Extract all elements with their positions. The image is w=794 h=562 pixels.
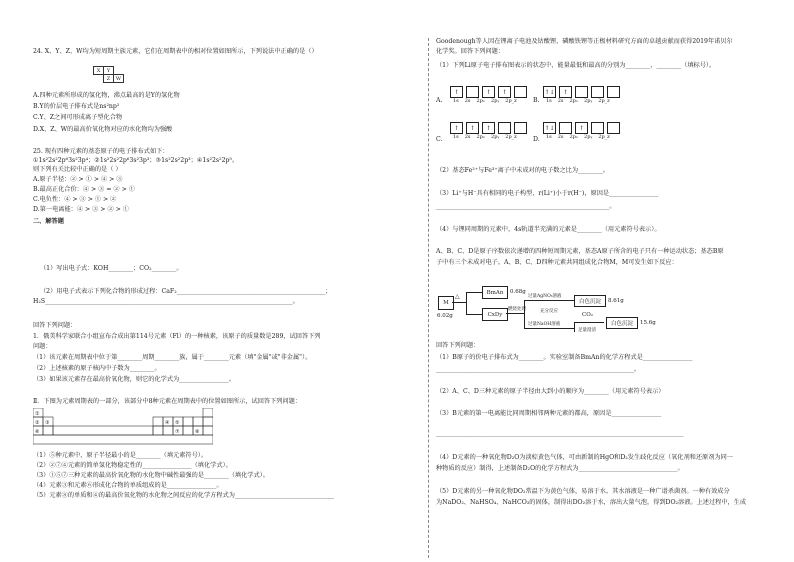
flow-box-bman: BmAn — [482, 286, 508, 299]
flow-r5: 足量澄清 — [578, 328, 596, 333]
q25-option-c: C.电负性：④ > ③ > ① > ② — [33, 196, 117, 203]
flow-r2: 燃烧处理 — [508, 307, 526, 312]
orbital-box — [591, 86, 604, 98]
e2-text: （2）用电子式表示下列化合物的形成过程：CaF₂________________________________________________； — [40, 288, 332, 295]
grid-cell-z: Z — [104, 75, 114, 83]
arrow-line — [452, 302, 466, 303]
orbital-box: ↑ — [575, 122, 588, 134]
grid-cell-y: Y — [104, 67, 114, 75]
pt-label-1: ① — [35, 411, 40, 417]
q3-line2: 问题： — [33, 343, 52, 350]
orb-label: 2pₓ — [569, 98, 579, 104]
option-c-label: C. — [436, 136, 443, 143]
r-b3: （3）B元素的第一电离能比同周期相邻两种元素的都高，原因是________________ — [436, 410, 662, 417]
q24-option-c: C.Y、Z之间可形成离子型化合物 — [33, 114, 123, 121]
r-p1: （1）下列Li原子电子排布图表示的状态中，能量最低和最高的分别为________、________（填标号）。 — [436, 62, 716, 69]
q25-configs: ①1s²2s²2p⁶3s²3p⁴；②1s²2s²2p⁶3s²3p³；③1s²2s²2p³；④1s²2s²2p⁵。 — [33, 157, 239, 164]
r-p4: （4）与锂同周期的元素中，4s轨道半充满的元素是________（用元素符号表示）。 — [436, 226, 661, 233]
e2b-text: H₂S________________________________________________________________________________。 — [33, 298, 299, 305]
orb-label: 2pᵧ — [584, 98, 593, 104]
branch-line — [524, 300, 525, 328]
orbital-diagram-c — [450, 122, 527, 134]
orb-label: 2pᵧ — [491, 134, 500, 140]
q3-intro: 回答下列问题： — [33, 322, 77, 329]
flow-box-m: M — [438, 296, 454, 310]
orb-label: 1s — [546, 98, 552, 104]
orb-label: 2s — [557, 134, 564, 140]
orb-label: 2p_z — [598, 134, 610, 140]
r-ans: 回答下列问题： — [436, 342, 480, 349]
pt-label-4: ④ — [165, 420, 170, 426]
orbital-box: ↑ — [482, 86, 495, 98]
periodic-table-fragment — [33, 408, 213, 448]
q3-line1: 1．俄美科学家联合小组宣布合成出第114号元素（Fl）的一种核素，该原子的质量数是289，试回答下列 — [33, 333, 321, 340]
q4-d: （4）元素③和元素⑥形成化合物的单质组成的是________________。 — [33, 482, 223, 489]
orb-label: 2p_z — [505, 134, 517, 140]
orb-label: 1s — [453, 98, 459, 104]
q4-e: （5）元素⑧的单质和④的最高价氧化物的水化物之间反应的化学方程式为________________________________ — [33, 492, 334, 499]
orb-label: 2pₓ — [476, 98, 486, 104]
orb-label: 2s — [557, 98, 564, 104]
r-b1: （1）B原子的价电子排布式为________。实验室制备BmAn的化学方程式是________________ — [436, 354, 693, 361]
section-title: 二、解答题 — [33, 218, 64, 225]
orb-label: 2pᵧ — [491, 98, 500, 104]
q4-c: （3）①⑤⑦三种元素的最高价氧化物的水化物中碱性最强的是________（填化学式）。 — [33, 472, 269, 479]
orbital-box — [559, 122, 572, 134]
r-b4a: （4）D元素的一种氧化物D₂O为淡棕黄色气体，可由新制的HgO和D₂发生歧化反应（氧化剂和还原剂为同一 — [436, 454, 733, 461]
r-head1: Goodenough等人因在锂离子电池及钴酸锂、磷酸铁锂等正极材料研究方面的卓越贡献而获得2019年诺贝尔 — [436, 38, 733, 45]
q4-a: （1）⑤种元素中，原子半径最小的是________（填元素符号）。 — [33, 452, 208, 459]
r-b5b: 为NaDO₂、NaHSO₄、NaHCO₃的固体，制得出DO₂溶于水，溶出大量气泡，得到DO₂溶液。上述过程中，生成 — [436, 499, 747, 506]
r-p3: （3）Li⁺与H⁻具有相同的电子构型，r(Li⁺)小于r(H⁻)，原因是________________ — [436, 190, 659, 197]
r-p3b: ________________________________________________________。 — [436, 203, 616, 210]
pt-label-3: ③ — [45, 420, 50, 426]
q4-intro: Ⅱ．下图为元素周期表的一部分，该部分中8种元素在周期表中的位置如图所示，试回答下列问题： — [33, 398, 302, 405]
orb-label: 1s — [453, 134, 459, 140]
orbital-diagram-b — [543, 86, 620, 98]
q3-a: （1）该元素在周期表中位于第________周期________族，属于________元素（填"金属"或"非金属"）。 — [33, 354, 312, 361]
pt-label-6: ⑥ — [35, 429, 40, 435]
orb-label: 2pₓ — [569, 134, 579, 140]
orb-label: 2p_z — [505, 98, 517, 104]
orbital-labels-a — [453, 98, 517, 104]
r-b1b: ________________________________________________________________。 — [436, 366, 641, 373]
orbital-box — [607, 122, 620, 134]
option-b-label: B. — [533, 97, 540, 104]
orbital-diagram-d — [543, 122, 620, 134]
pt-label-5: ⑤ — [175, 420, 180, 426]
orbital-box: ↑↓ — [543, 122, 556, 134]
arrow-line — [466, 314, 482, 315]
orbital-box: ↑ — [498, 86, 511, 98]
option-a-label: A. — [436, 97, 443, 104]
flow-r4: 过量NaOH溶液 — [528, 322, 561, 327]
q24-option-b: B.Y的价层电子排布式是ns²np² — [33, 103, 120, 110]
r-p2: （2）基态Fe²⁺与Fe³⁺离子中未成对的电子数之比为________。 — [436, 167, 609, 174]
orb-label: 1s — [546, 134, 552, 140]
pt-label-7: ⑦ — [175, 429, 180, 435]
r-b4b: 种物质的反应）制得，上述制备D₂O的化学方程式为________________________________。 — [436, 465, 684, 472]
arrow-line — [466, 292, 482, 293]
flow-mass: 6.02g — [437, 313, 453, 319]
orbital-box: ↑ — [559, 86, 572, 98]
orbital-box — [514, 86, 527, 98]
q3-b: （2）上述核素的原子核内中子数为________。 — [33, 365, 161, 372]
flow-r3: 充分反应 — [540, 309, 558, 314]
orbital-labels-b — [546, 98, 610, 104]
r-pb1: A、B、C、D是原子序数依次递增的四种短周期元素，基态A原子所含的电子只有一种运动状态；基态B原 — [436, 248, 724, 255]
r-b5a: （5）D元素的另一种氧化物DO₂常温下为黄色气体，易溶于水。其水溶液是一种广谱杀菌剂。一种有效成分 — [436, 488, 730, 495]
q25-option-b: B.最高正化合价：④ > ③ = ② > ① — [33, 186, 135, 193]
q24-option-d: D.X、Z、W的最高价氧化物对应的水化物均为强酸 — [33, 126, 173, 133]
orb-label: 2s — [464, 134, 471, 140]
option-d-label: D. — [533, 136, 540, 143]
orbital-box: ↑ — [466, 122, 479, 134]
orb-label: 2pᵧ — [584, 134, 593, 140]
branch-line — [466, 292, 467, 314]
pt-label-8: ⑧ — [195, 429, 200, 435]
orbital-diagram-a — [450, 86, 527, 98]
r-pb2: 子中有三个未成对电子。A、B、C、D四种元素共同组成化合物M，M可发生如下反应： — [436, 259, 678, 266]
pt-label-2: ② — [35, 420, 40, 426]
orbital-box — [514, 122, 527, 134]
orbital-labels-d — [546, 134, 610, 140]
q25-ask: 则下列有关比较中正确的是（ ） — [33, 166, 122, 173]
flow-box-precipitate1: 白色沉淀 — [574, 295, 606, 307]
flow-box-cxdy: CxDy — [482, 308, 508, 321]
flow-mass2: 8.61g — [608, 298, 624, 304]
orbital-box — [607, 86, 620, 98]
flow-co2: CO₂ — [582, 312, 593, 318]
branch-line — [574, 322, 575, 332]
orb-label: 2s — [464, 98, 471, 104]
q24-element-grid — [93, 66, 124, 83]
grid-cell-x: X — [94, 67, 104, 75]
q4-b: （2）②⑦④元素的简单氢化物稳定性的________________（填化学式）。 — [33, 462, 232, 469]
orbital-box: ↑ — [450, 86, 463, 98]
q25-option-d: D.第一电离能：④ > ③ > ② > ① — [33, 206, 129, 213]
orbital-box — [498, 122, 511, 134]
arrow-line — [574, 322, 604, 323]
flow-box-precipitate2: 白色沉淀 — [606, 317, 638, 329]
orb-label: 2pₓ — [476, 134, 486, 140]
e1-text: （1）写出电子式：KOH________；CO₂________。 — [40, 265, 183, 272]
q24-stem: 24. X、Y、Z、W均为短周期主族元素，它们在周期表中的相对位置如图所示，下列说法中正确的是（） — [33, 48, 318, 55]
q3-c: （3）如果该元素存在最高价氧化物，则它的化学式为________________。 — [33, 376, 235, 383]
q24-option-a: A.四种元素所形成的氢化物，沸点最高的是Y的氢化物 — [33, 92, 180, 99]
orb-label: 2p_z — [598, 98, 610, 104]
grid-cell-w: W — [114, 75, 124, 83]
right-column — [428, 0, 794, 562]
flow-mass3: 15.6g — [640, 320, 656, 326]
orbital-box — [575, 86, 588, 98]
flow-mass1: 0.68g — [510, 289, 526, 295]
orbital-box: ↑ — [482, 122, 495, 134]
orbital-box — [466, 86, 479, 98]
orbital-box: ↑ — [450, 122, 463, 134]
q25-stem: 25. 现有四种元素的基态原子的电子排布式如下： — [33, 148, 169, 155]
grid-cell-empty — [94, 75, 104, 83]
r-b2: （2）A、C、D三种元素的原子半径由大到小的顺序为________（用元素符号表示） — [436, 388, 665, 395]
grid-cell-empty — [114, 67, 124, 75]
delta-icon: △ — [455, 293, 460, 300]
orbital-box: ↑↓ — [543, 86, 556, 98]
q25-option-a: A.原子半径：② > ① > ④ > ③ — [33, 176, 123, 183]
orbital-box — [591, 122, 604, 134]
r-head2: 化学奖。回答下列问题： — [436, 48, 505, 55]
r-b3b: ________________________________________________________________________________ — [436, 430, 684, 437]
flow-r1: 过量AgNO₃溶液 — [528, 294, 562, 299]
orbital-labels-c — [453, 134, 517, 140]
